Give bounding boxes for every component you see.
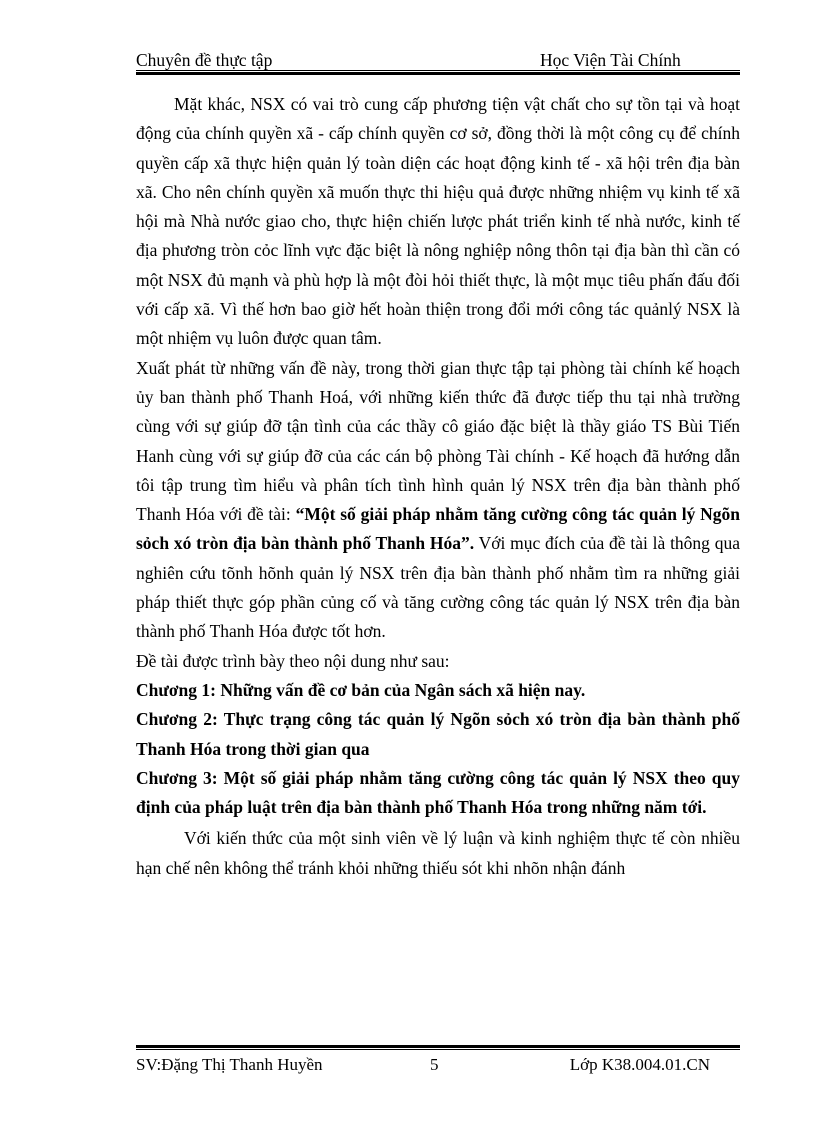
paragraph-2-purpose: Với mục đích của đề tài là thông qua nghiên cứu tõnh hõnh quản lý NSX trên địa bàn thành phố nhằm tìm ra những giải pháp thiết thực góp phần củng cố và tăng cường công tác quản lý NSX trên địa bàn thành phố Thanh Hóa được tốt hơn.: [136, 533, 740, 642]
paragraph-1: Mặt khác, NSX có vai trò cung cấp phương tiện vật chất cho sự tồn tại và hoạt động của chính quyền xã - cấp chính quyền cơ sở, đồng thời là một công cụ để chính quyền cấp xã thực hiện quản lý toàn diện các hoạt động kinh tế - xã hội trên địa bàn xã. Cho nên chính quyền xã muốn thực thi hiệu quả được những nhiệm vụ kinh tế xã hội mà Nhà nước giao cho, thực hiện chiến lược phát triển kinh tế nhà nước, kinh tế địa phương tròn cỏc lĩnh vực đặc biệt là nông nghiệp nông thôn tại địa bàn thì cần có một NSX đủ mạnh và phù hợp là một đòi hỏi thiết thực, là một mục tiêu phấn đấu đối với cấp xã. Vì thế hơn bao giờ hết hoàn thiện trong đổi mới công tác quảnlý NSX là một nhiệm vụ luôn được quan tâm.: [136, 94, 740, 349]
chapter-3: Chương 3: Một số giải pháp nhằm tăng cường công tác quản lý NSX theo quy định của pháp luật trên địa bàn thành phố Thanh Hóa trong những năm tới.: [136, 767, 740, 818]
paragraph-4: Với kiến thức của một sinh viên về lý luận và kinh nghiệm thực tế còn nhiều hạn chế nên không thể tránh khỏi những thiếu sót khi nhõn nhận đánh: [136, 828, 740, 878]
paragraph-3: Đề tài được trình bày theo nội dung như sau:: [136, 650, 450, 671]
page-footer: [136, 1055, 740, 1077]
page-number: 5: [430, 1055, 439, 1074]
footer-rule: [136, 1045, 740, 1050]
footer-class: Lớp K38.004.01.CN: [569, 1055, 710, 1074]
chapter-2: Chương 2: Thực trạng công tác quản lý Ngõn sỏch xó tròn địa bàn thành phố Thanh Hóa trong thời gian qua: [136, 709, 740, 759]
thesis-title: “Một số giải pháp nhằm tăng cường công tác quản lý Ngõn sỏch xó tròn địa bàn thành phố Thanh Hóa”.: [136, 504, 740, 554]
chapter-1: Chương 1: Những vấn đề cơ bản của Ngân sách xã hiện nay.: [136, 679, 586, 700]
footer-student: SV:Đặng Thị Thanh Huyền: [136, 1055, 323, 1074]
page-body: [136, 90, 740, 883]
page-header: [136, 46, 740, 72]
header-subject: Chuyên đề thực tập: [136, 50, 273, 70]
header-institution: Học Viện Tài Chính: [540, 50, 681, 70]
paragraph-2-intro: Xuất phát từ những vấn đề này, trong thời gian thực tập tại phòng tài chính kế hoạch ủy ban thành phố Thanh Hoá, với những kiến thức đã được tiếp thu tại nhà trường cùng với sự giúp đỡ tận tình của các thầy cô giáo đặc biệt là thầy giáo TS Bùi Tiến Hanh cùng với sự giúp đỡ của các cán bộ phòng Tài chính - Kế hoạch đã hướng dẫn tôi tập trung tìm hiểu và phân tích tình hình quản lý NSX trên địa bàn thành phố Thanh Hóa với đề tài:: [136, 357, 740, 525]
paragraph-2: [136, 354, 740, 647]
header-rule: [136, 70, 740, 75]
